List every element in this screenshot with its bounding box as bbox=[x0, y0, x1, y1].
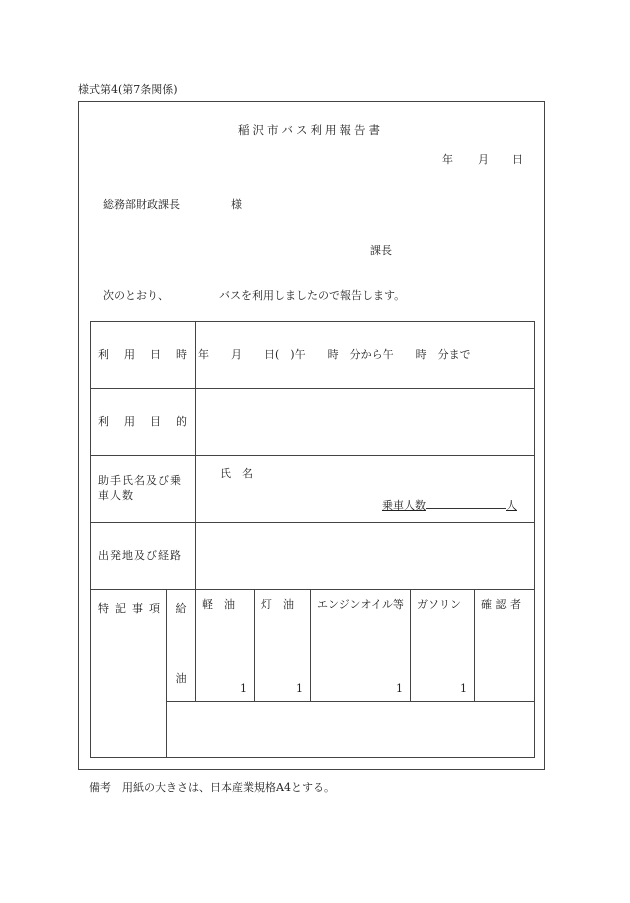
sender-title: 課長 bbox=[370, 244, 392, 257]
qty-light-oil[interactable]: 1 bbox=[196, 672, 255, 702]
footnote: 備考 用紙の大きさは、日本産業規格A4とする。 bbox=[89, 781, 335, 794]
addressee-honorific: 様 bbox=[231, 198, 242, 211]
qty-kerosene[interactable]: 1 bbox=[255, 672, 311, 702]
statement-text: バスを利用しましたので報告します。 bbox=[219, 289, 406, 302]
qty-confirmer[interactable] bbox=[475, 672, 535, 702]
form-number: 様式第4(第7条関係) bbox=[78, 83, 178, 96]
addressee-name: 総務部財政課長 bbox=[103, 198, 180, 211]
route-value[interactable] bbox=[196, 523, 535, 590]
row-purpose bbox=[91, 389, 535, 456]
statement-prefix: 次のとおり、 bbox=[103, 289, 169, 302]
row-datetime bbox=[91, 322, 535, 389]
assistant-value[interactable] bbox=[196, 456, 535, 523]
date-year: 年 bbox=[442, 153, 453, 166]
col-engine-oil-label: エンジンオイル等 bbox=[311, 590, 411, 672]
remarks-label: 特 記 事 項 bbox=[91, 590, 167, 758]
qty-gasoline[interactable]: 1 bbox=[411, 672, 475, 702]
date-day: 日 bbox=[512, 153, 523, 166]
assistant-name-label: 氏 名 bbox=[220, 467, 253, 480]
purpose-value[interactable] bbox=[196, 389, 535, 456]
col-kerosene-label: 灯 油 bbox=[255, 590, 311, 672]
report-table bbox=[90, 321, 535, 758]
purpose-label: 利 用 目 的 bbox=[91, 389, 196, 456]
passengers-label: 乗車人数 人 bbox=[382, 499, 517, 512]
row-remarks-top bbox=[91, 590, 535, 672]
date-month: 月 bbox=[478, 153, 489, 166]
fuel-label-top: 給 bbox=[167, 590, 196, 672]
row-route bbox=[91, 523, 535, 590]
col-light-oil-label: 軽 油 bbox=[196, 590, 255, 672]
row-assistant bbox=[91, 456, 535, 523]
col-confirmer-label: 確 認 者 bbox=[475, 590, 535, 672]
fuel-label-bottom: 油 bbox=[167, 672, 196, 702]
qty-engine-oil[interactable]: 1 bbox=[311, 672, 411, 702]
col-gasoline-label: ガソリン bbox=[411, 590, 475, 672]
datetime-value[interactable]: 年 月 日( )午 時 分から午 時 分まで bbox=[196, 322, 535, 389]
remarks-free-text[interactable] bbox=[167, 702, 535, 758]
route-label: 出発地及び経路 bbox=[91, 523, 196, 590]
document-title: 稲沢市バス利用報告書 bbox=[238, 123, 383, 137]
datetime-label: 利 用 日 時 bbox=[91, 322, 196, 389]
assistant-label: 助手氏名及び乗車人数 bbox=[91, 456, 196, 523]
